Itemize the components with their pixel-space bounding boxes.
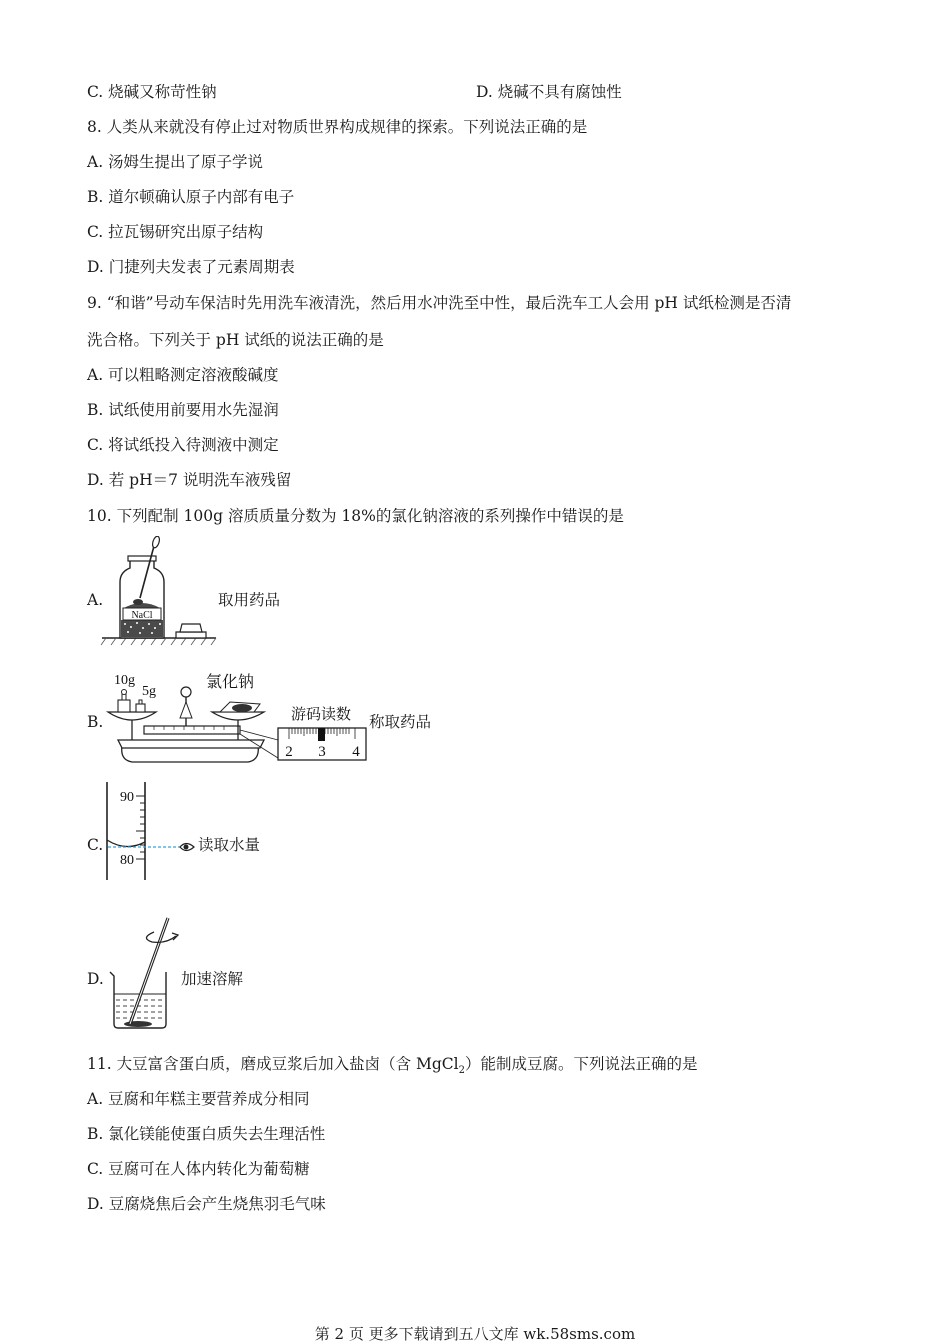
balance-figure <box>104 668 370 768</box>
q10-option-b-label: B. <box>87 713 104 731</box>
q9-option-a: A. 可以粗略测定溶液酸碱度 <box>87 366 279 384</box>
q8-option-a: A. 汤姆生提出了原子学说 <box>87 153 264 171</box>
q10-option-a-label: A. <box>87 591 104 609</box>
q11-option-b: B. 氯化镁能使蛋白质失去生理活性 <box>87 1125 326 1143</box>
weight-10g-label: 10g <box>114 673 135 688</box>
bottle-label: NaCl <box>131 610 153 621</box>
rider-reading-label: 游码读数 <box>291 707 352 723</box>
q7-option-c: C. 烧碱又称苛性钠 <box>87 83 217 101</box>
q10-option-d-caption: 加速溶解 <box>181 970 244 988</box>
q10-option-d-label: D. <box>87 970 104 988</box>
scale-tick-4: 4 <box>352 744 360 760</box>
q9-option-b: B. 试纸使用前要用水先湿润 <box>87 401 279 419</box>
sodium-chloride-label: 氯化钠 <box>206 674 255 691</box>
q8-stem: 8. 人类从来就没有停止过对物质世界构成规律的探索。下列说法正确的是 <box>87 118 588 136</box>
q11-option-d: D. 豆腐烧焦后会产生烧焦羽毛气味 <box>87 1195 326 1213</box>
cylinder-mark-80: 80 <box>120 853 134 868</box>
graduated-cylinder-figure <box>104 780 200 884</box>
scale-tick-3: 3 <box>318 744 326 760</box>
beaker-stirring-figure <box>106 914 186 1032</box>
weight-5g-label: 5g <box>142 684 156 699</box>
q10-option-a-caption: 取用药品 <box>218 591 281 609</box>
q10-option-b-caption: 称取药品 <box>369 713 432 731</box>
q9-stem-line1: 9. “和谐”号动车保洁时先用洗车液清洗，然后用水冲洗至中性，最后洗车工人会用 pH 试纸检测是否清 <box>87 294 792 312</box>
q11-stem-subscript: 2 <box>458 1065 465 1077</box>
q10-option-c-caption: 读取水量 <box>198 836 261 854</box>
q8-option-c: C. 拉瓦锡研究出原子结构 <box>87 223 264 241</box>
q11-stem-after: ）能制成豆腐。下列说法正确的是 <box>465 1055 698 1073</box>
page-footer: 第 2 页 更多下载请到五八文库 wk.58sms.com <box>314 1325 636 1343</box>
q8-option-d: D. 门捷列夫发表了元素周期表 <box>87 258 295 276</box>
q11-stem-before: 11. 大豆富含蛋白质，磨成豆浆后加入盐卤（含 MgCl <box>87 1055 459 1073</box>
reagent-bottle-figure <box>100 536 220 648</box>
q8-option-b: B. 道尔顿确认原子内部有电子 <box>87 188 295 206</box>
q7-option-d: D. 烧碱不具有腐蚀性 <box>476 83 622 101</box>
q11-stem <box>87 1054 698 1081</box>
q9-stem-line2: 洗合格。下列关于 pH 试纸的说法正确的是 <box>87 331 384 349</box>
q10-option-c-label: C. <box>87 836 104 854</box>
cylinder-mark-90: 90 <box>120 790 134 805</box>
q9-option-c: C. 将试纸投入待测液中测定 <box>87 436 279 454</box>
q11-option-c: C. 豆腐可在人体内转化为葡萄糖 <box>87 1160 310 1178</box>
q10-stem: 10. 下列配制 100g 溶质质量分数为 18%的氯化钠溶液的系列操作中错误的是 <box>87 507 624 525</box>
rider-marker <box>318 728 325 741</box>
scale-tick-2: 2 <box>285 744 293 760</box>
q11-option-a: A. 豆腐和年糕主要营养成分相同 <box>87 1090 310 1108</box>
q9-option-d: D. 若 pH＝7 说明洗车液残留 <box>87 471 292 489</box>
